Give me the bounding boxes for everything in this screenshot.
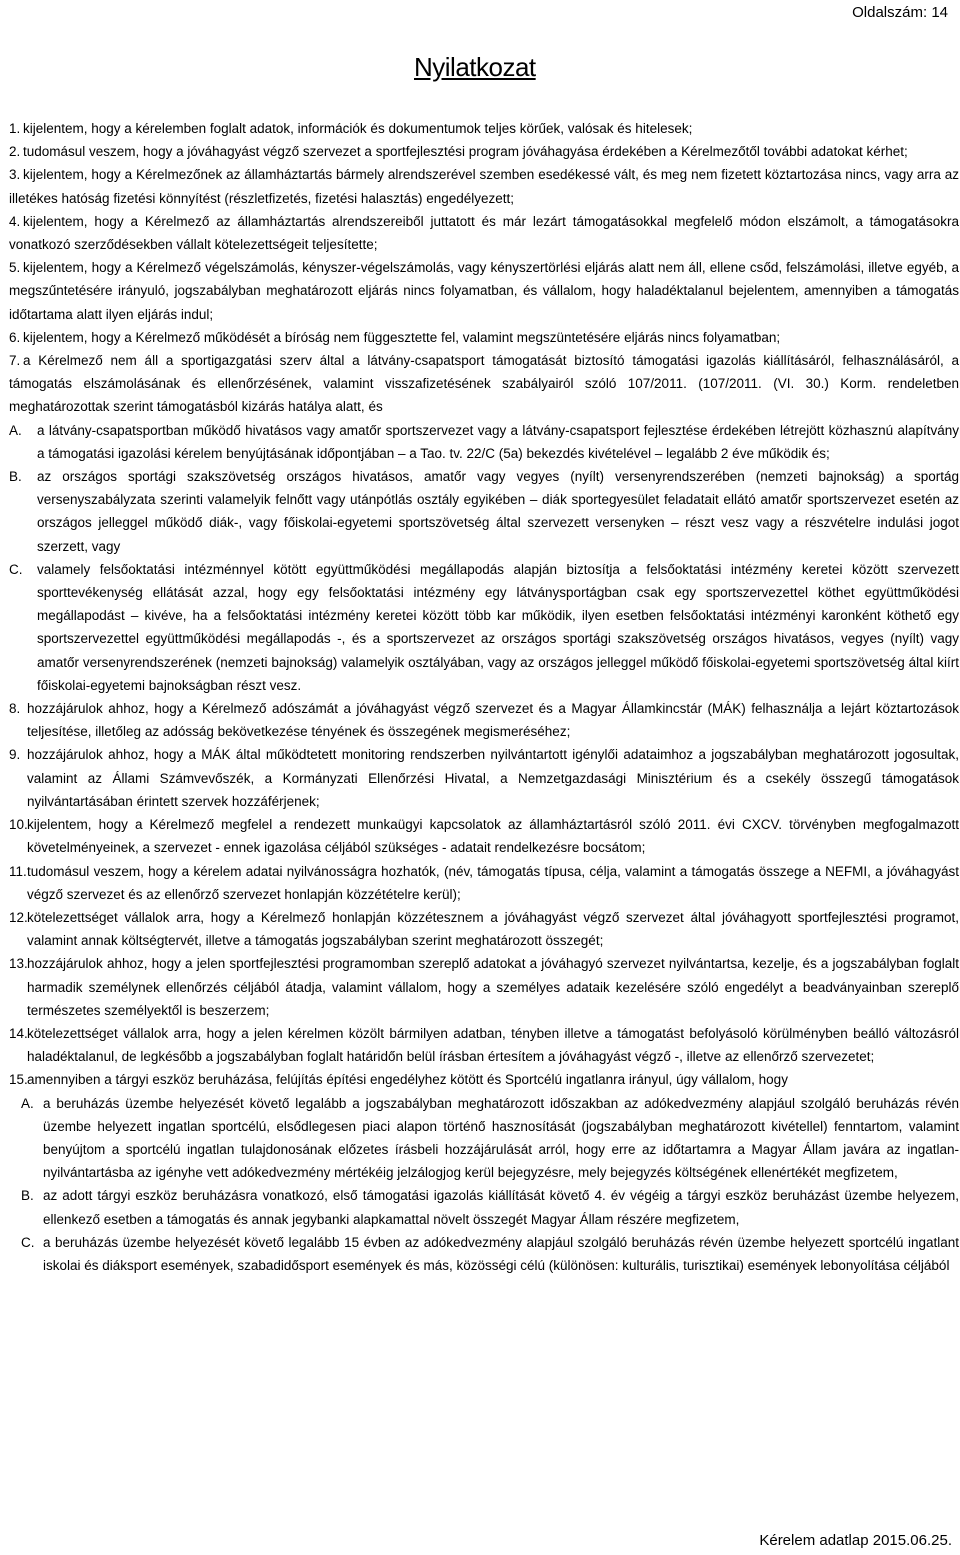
list-item xyxy=(9,210,959,256)
item-text: hozzájárulok ahhoz, hogy a Kérelmező adószámát a jóváhagyást végző szervezet és a Magyar Államkincstár (MÁK) felhasználja a lejárt köztartozások teljesítése, illetőleg az adósság bekövetkezése tényének és összegének megismeréséhez; xyxy=(27,701,959,740)
list-item xyxy=(9,326,959,349)
item-number: 8. xyxy=(9,701,21,717)
list-item xyxy=(9,743,959,813)
item-number: 10. xyxy=(9,817,28,833)
item-text: kijelentem, hogy a Kérelmező az államháztartás alrendszereiből juttatott és már lezárt támogatásokkal megfelelő módon elszámolt, a támogatásokra vonatkozó szerződésekben vállalt kötelezettségeit teljesítette; xyxy=(9,213,959,253)
sub-item xyxy=(9,558,959,697)
footer-text: Kérelem adatlap 2015.06.25. xyxy=(759,1532,952,1549)
list-item xyxy=(9,1068,959,1091)
item-number: 14. xyxy=(9,1025,28,1041)
sub-item-letter: C. xyxy=(9,561,23,577)
item-number: 9. xyxy=(9,747,21,763)
item-text: kijelentem, hogy a Kérelmező megfelel a rendezett munkaügyi kapcsolatok az államháztartásról szóló 2011. évi CXCV. törvényben megfogalmazott követelményeinek, a szervezet - ennek igazolása céljából szükséges - adatait rendelkezésre bocsátom; xyxy=(27,817,959,856)
item-number: 5. xyxy=(9,260,21,276)
list-item xyxy=(9,952,959,1022)
item-text: kijelentem, hogy a kérelemben foglalt adatok, információk és dokumentumok teljes körűek, valósak és hitelesek; xyxy=(23,121,693,136)
item-text: kijelentem, hogy a Kérelmező működését a bíróság nem függesztette fel, valamint megszüntetésére eljárás nincs folyamatban; xyxy=(23,329,781,345)
sub-item-text: az adott tárgyi eszköz beruházásra vonatkozó, első támogatási igazolás kiállítását követő 4. év végéig a tárgyi eszköz beruházást üzembe helyezem, ellenkező esetben a támogatás és annak jegybanki alapkamattal növelt összegét Magyar Állam részére megfizetem, xyxy=(43,1188,959,1227)
item-number: 2. xyxy=(9,144,21,160)
sub-item-text: a beruházás üzembe helyezését követő legalább a jogszabályban meghatározott időszakban az adókedvezmény alapjául szolgáló beruházás révén üzembe helyezett ingatlan sportcélú, elsődlegesen piaci alapon történő hasznosítását (jogszabályban meghatározott kivétellel) fenntartom, valamint benyújtom a sportcélú ingatlan tulajdonosának előzetes írásbeli hozzájárulását arról, hogy erre az időtartamra a Magyar Állam javára az ingatlan-nyilvántartásba az igényhe vett adókedvezmény mértékéig jelzálogjog kerül bejegyzésre, mely bejegyzés költségének ellenértékét megfizetem, xyxy=(43,1095,959,1181)
item-number: 4. xyxy=(9,213,21,229)
sub-item-text: valamely felsőoktatási intézménnyel kötött együttműködési megállapodás alapján biztosítja a felsőoktatási intézmény keretei között szervezett sporttevékenység ellátását azzal, hogy egy felsőoktatási intézmény egy látványsportágban csak egy sportszervezettel köthet együttműködési megállapodást – kivéve, ha a felsőoktatási intézmény keretei között több kar működik, ilyen esetben felsőoktatási intézményi karonként köthető egy sportszervezettel együttműködési megállapodás -, és a sportszervezet az országos sportági szakszövetség országos hivatásos, vegyes (nyílt) vagy amatőr versenyrendszerének (nemzeti bajnokság) valamelyik osztályában, vagy az országos jelleggel működő főiskolai-egyetemi sportszövetség által kiírt főiskolai-egyetemi bajnokságban részt vesz. xyxy=(37,561,959,693)
list-item xyxy=(9,117,959,140)
sub-item-text: a beruházás üzembe helyezését követő legalább 15 évben az adókedvezmény alapjául szolgáló beruházás révén üzembe helyezett sportcélú ingatlant iskolai és diáksport események, szabadidősport események és más, közösségi célú (különösen: kulturális, turisztikai) események lebonyolítása céljából xyxy=(43,1234,959,1273)
item-text: kötelezettséget vállalok arra, hogy a Kérelmező honlapján közzétesznem a jóváhagyást végző szervezet által jóváhagyott sportfejlesztési programot, valamint annak költségtervét, illetve a támogatás jogszabályban szerint meghatározott összegét; xyxy=(27,909,959,949)
item-number: 13. xyxy=(9,956,28,972)
list-item xyxy=(9,860,959,906)
list-item xyxy=(9,906,959,952)
sub-item-letter: B. xyxy=(21,1188,34,1204)
item-text: kötelezettséget vállalok arra, hogy a jelen kérelmen közölt bármilyen adatban, tényben illetve a támogatást befolyásoló körülményben beálló változásról haladéktalanul, de legkésőbb a jogszabályban foglalt határidőn belül írásban értesítem a jóváhagyást végző -, illetve az ellenőrző szervezetet; xyxy=(27,1025,959,1065)
sub-item-text: az országos sportági szakszövetség országos hivatásos, amatőr vagy vegyes (nyílt) versenyrendszerében (nemzeti bajnokság) a sportág versenyszabályzata szerinti valamelyik felnőtt vagy utánpótlás osztály egyikében – diák sportegyesület feladatait ellátó amatőr sportszervezet esetén az országos jelleggel működő diák-, vagy főiskolai-egyetemi sportszövetség által szervezett versenyken – részt vesz vagy a részvételre indulási jogot szerzett, vagy xyxy=(37,469,959,554)
list-item xyxy=(9,140,959,163)
item-text: amennyiben a tárgyi eszköz beruházása, felújítás építési engedélyhez kötött és Sportcélú ingatlanra irányul, úgy vállalom, hogy xyxy=(27,1072,788,1088)
item-number: 6. xyxy=(9,329,21,345)
sub-item-letter: A. xyxy=(21,1095,34,1111)
item-number: 15. xyxy=(9,1072,28,1088)
list-item xyxy=(9,256,959,326)
declaration-list xyxy=(9,117,959,1277)
list-item xyxy=(9,813,959,859)
item-number: 7. xyxy=(9,353,21,369)
sub-item xyxy=(9,419,959,465)
sub-item-letter: A. xyxy=(9,422,22,438)
list-item xyxy=(9,163,959,209)
item-text: kijelentem, hogy a Kérelmezőnek az államháztartás bármely alrendszerével szemben esedékessé vált, és meg nem fizetett köztartozása nincs, vagy arra az illetékes hatóság fizetési könnyítést (részletfizetés, fizetési halasztás) engedélyezett; xyxy=(9,167,959,206)
item-text: a Kérelmező nem áll a sportigazgatási szerv által a látvány-csapatsport támogatását biztosító támogatási igazolás kiállításáról, felhasználásáról, a támogatás elszámolásának és ellenőrzésének, valamint visszafizetésének szabályairól szóló 107/2011. (107/2011. (VI. 30.) Korm. rendeletben meghatározottak szerint támogatásból kizárás hatálya alatt, és xyxy=(9,353,959,415)
item-number: 11. xyxy=(9,863,27,879)
item-text: kijelentem, hogy a Kérelmező végelszámolás, kényszer-végelszámolás, vagy kényszertörlési eljárás alatt nem áll, ellene csőd, felszámolási, illetve egyéb, a megszűntetésére irányuló, jogszabályban meghatározott eljárás nincs folyamatban, és vállalom, hogy haladéktalanul bejelentem, amennyiben a támogatás időtartama alatt ilyen eljárás indul; xyxy=(9,260,959,322)
sub-item-text: a látvány-csapatsportban működő hivatásos vagy amatőr sportszervezet vagy a látvány-csapatsport fejlesztése érdekében létrejött közhasznú alapítvány a támogatási igazolási kérelem benyújtásának időpontjában – a Tao. tv. 22/C (5a) bekezdés kivételével – legalább 2 éve működik és; xyxy=(37,422,959,461)
sub-item xyxy=(9,465,959,558)
list-item xyxy=(9,349,959,419)
item-number: 12. xyxy=(9,909,28,925)
item-text: tudomásul veszem, hogy a jóváhagyást végző szervezet a sportfejlesztési program jóváhagyása érdekében a Kérelmezőtől további adatokat kérhet; xyxy=(23,144,908,160)
page-title: Nyilatkozat xyxy=(414,52,536,82)
list-item xyxy=(9,697,959,743)
sub-item xyxy=(9,1231,959,1277)
item-text: tudomásul veszem, hogy a kérelem adatai nyilvánosságra hozhatók, (név, támogatás típusa, célja, valamint a támogatás összege a NEFMI, a jóváhagyást végző szervezet és az ellenőrző szervezet honlapján közzétételre kerül); xyxy=(27,863,959,902)
sub-item-letter: B. xyxy=(9,469,22,485)
item-number: 1. xyxy=(9,121,21,136)
page-number: Oldalszám: 14 xyxy=(852,4,948,21)
item-number: 3. xyxy=(9,167,21,183)
sub-item-letter: C. xyxy=(21,1234,35,1250)
item-text: hozzájárulok ahhoz, hogy a jelen sportfejlesztési programomban szereplő adatokat a jóváhagyó szervezet nyilvántartsa, kezelje, és a jogszabályban foglalt harmadik személynek ellenőrzés céljából átadja, valamint vállalom, hogy a személyes adataik kezelésére szóló engedélyt a beadványainban szereplő természetes személyektől is beszerzem; xyxy=(27,956,959,1018)
list-item xyxy=(9,1022,959,1068)
item-text: hozzájárulok ahhoz, hogy a MÁK által működtetett monitoring rendszerben nyilvántartott igénylői adataimhoz a jogszabályban meghatározott jogosultak, valamint az Állami Számvevőszék, a Kormányzati Ellenőrzési Hivatal, a Nemzetgazdasági Minisztérium és a csekély összegű támogatások nyilvántartásában érintett szervek hozzáférjenek; xyxy=(27,747,959,809)
sub-item xyxy=(9,1092,959,1185)
sub-item xyxy=(9,1184,959,1230)
